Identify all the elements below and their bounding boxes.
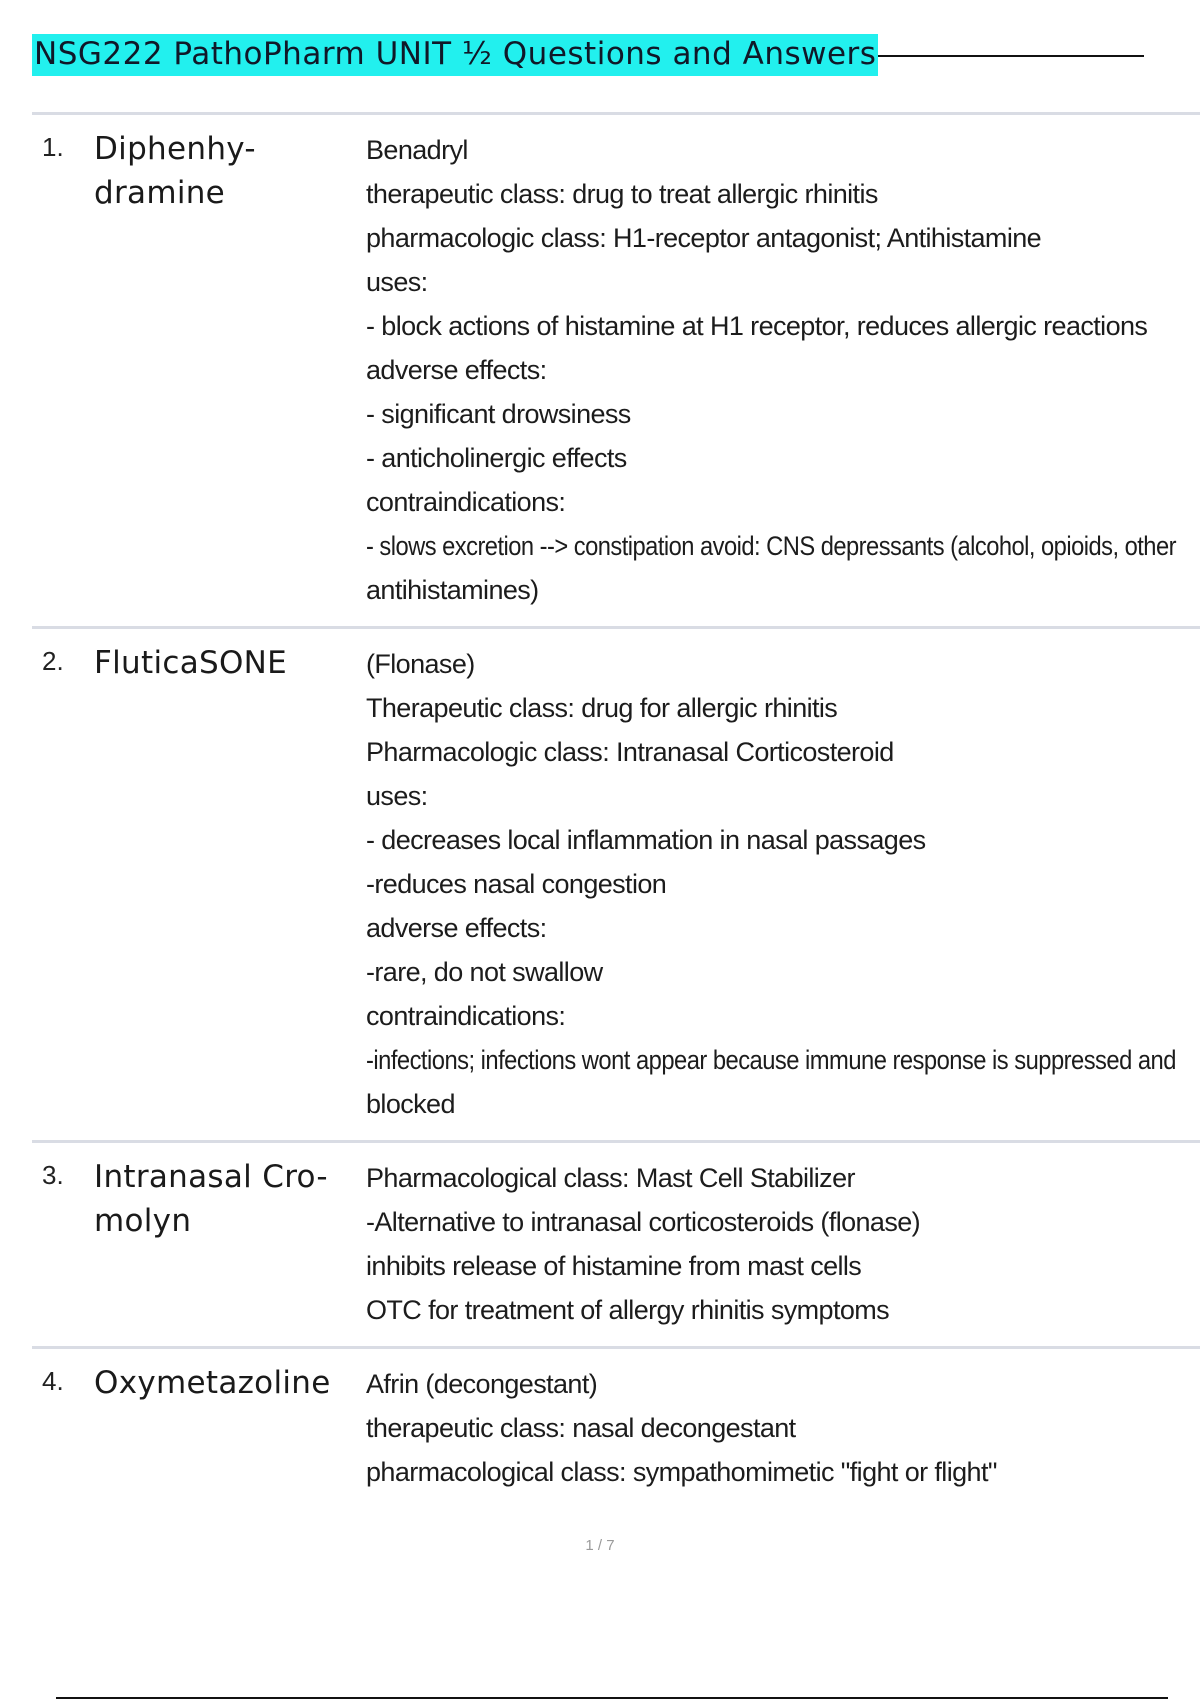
page-bottom-rule — [56, 1697, 1168, 1699]
definition-line: - block actions of histamine at H1 receptor, reduces allergic reactions — [366, 311, 1148, 341]
definition-line: -Alternative to intranasal corticosteroids (flonase) — [366, 1207, 921, 1237]
definition-line: -infections; infections wont appear because immune response is suppressed and — [366, 1045, 1176, 1075]
term-line: Oxymetazoline — [94, 1365, 331, 1401]
card-definition — [366, 629, 1176, 1140]
card-number: 1. — [42, 132, 64, 162]
definition-line: contraindications: — [366, 487, 566, 517]
definition-line: - decreases local inflammation in nasal passages — [366, 825, 926, 855]
flashcard — [32, 626, 1200, 1140]
title-underline — [878, 55, 1144, 57]
definition-line: (Flonase) — [366, 649, 475, 679]
page-indicator: 1 / 7 — [585, 1537, 615, 1554]
definition-line: Pharmacological class: Mast Cell Stabilizer — [366, 1163, 855, 1193]
definition-line: pharmacologic class: H1-receptor antagonist; Antihistamine — [366, 223, 1042, 253]
card-definition — [366, 1143, 1176, 1346]
card-number: 4. — [42, 1366, 64, 1396]
flashcard — [32, 1140, 1200, 1346]
definition-line: contraindications: — [366, 1001, 566, 1031]
card-number: 2. — [42, 646, 64, 676]
term-line: FluticaSONE — [94, 645, 288, 681]
definition-line: Benadryl — [366, 135, 468, 165]
card-term — [94, 629, 366, 1140]
document-title-row — [32, 34, 1144, 76]
definition-line: adverse effects: — [366, 355, 547, 385]
definition-line: - slows excretion --> constipation avoid: CNS depressants (alcohol, opioids, other — [366, 531, 1176, 561]
definition-line: - anticholinergic effects — [366, 443, 627, 473]
definition-line: - significant drowsiness — [366, 399, 631, 429]
term-line: dramine — [94, 175, 226, 211]
term-line: molyn — [94, 1203, 192, 1239]
definition-line: OTC for treatment of allergy rhinitis symptoms — [366, 1295, 890, 1325]
card-definition — [366, 1349, 1176, 1508]
definition-line: antihistamines) — [366, 575, 539, 605]
card-term — [94, 115, 366, 626]
card-number: 3. — [42, 1160, 64, 1190]
definition-line: Afrin (decongestant) — [366, 1369, 598, 1399]
document-title: NSG222 PathoPharm UNIT ½ Questions and Answers — [32, 34, 878, 76]
definition-line: uses: — [366, 781, 428, 811]
definition-line: uses: — [366, 267, 428, 297]
definition-line: -rare, do not swallow — [366, 957, 603, 987]
flashcard-list — [32, 112, 1200, 1508]
definition-line: inhibits release of histamine from mast cells — [366, 1251, 862, 1281]
card-definition — [366, 115, 1176, 626]
definition-line: pharmacological class: sympathomimetic "fight or flight" — [366, 1457, 997, 1487]
term-line: Intranasal Cro- — [94, 1159, 328, 1195]
definition-line: -reduces nasal congestion — [366, 869, 667, 899]
definition-line: Therapeutic class: drug for allergic rhinitis — [366, 693, 838, 723]
definition-line: therapeutic class: drug to treat allergic rhinitis — [366, 179, 878, 209]
definition-line: blocked — [366, 1089, 455, 1119]
flashcard — [32, 1346, 1200, 1508]
definition-line: Pharmacologic class: Intranasal Corticosteroid — [366, 737, 894, 767]
definition-line: adverse effects: — [366, 913, 547, 943]
definition-line: therapeutic class: nasal decongestant — [366, 1413, 796, 1443]
flashcard — [32, 112, 1200, 626]
card-term — [94, 1349, 366, 1508]
card-term — [94, 1143, 366, 1346]
term-line: Diphenhy- — [94, 131, 256, 167]
